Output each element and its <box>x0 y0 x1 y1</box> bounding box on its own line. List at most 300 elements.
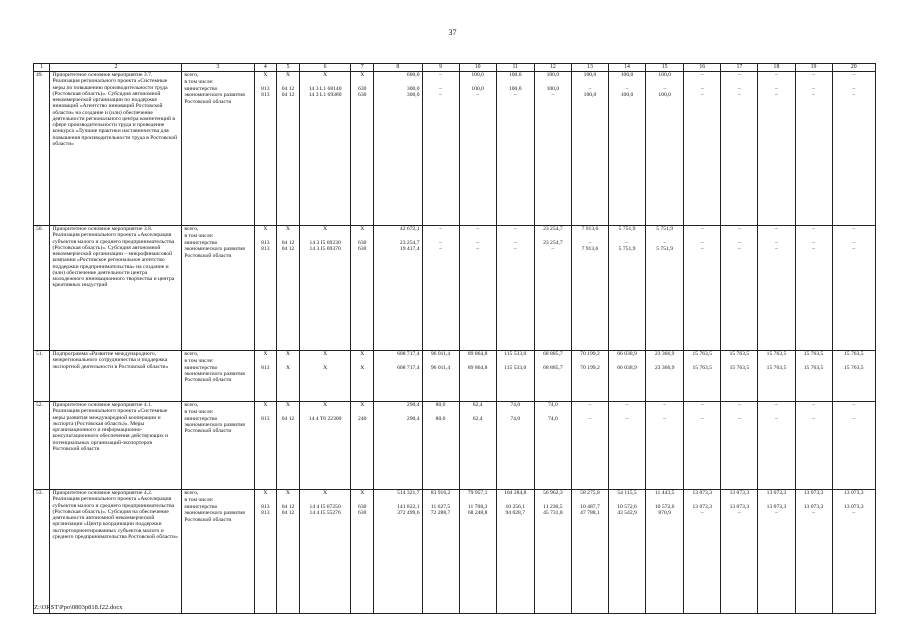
amount-value: 62,4 <box>472 415 483 422</box>
executor: всего, <box>184 402 199 408</box>
amount-value: 300,0 <box>406 92 420 99</box>
amount-value: 62,4 <box>472 402 483 408</box>
amount-value: 23 254,7 <box>543 239 563 246</box>
amount-value: 372 499,6 <box>397 510 420 517</box>
amount-value: 141 822,1 <box>397 503 420 510</box>
amount-value: 23 254,7 <box>543 226 563 232</box>
amount-value: 15 763,5 <box>692 351 713 357</box>
amount-value: 600,0 <box>406 72 420 78</box>
amount-value: – <box>513 246 517 253</box>
amount-value: 100,0 <box>508 85 522 92</box>
target-article: 14 3 I5 69370 <box>309 246 341 253</box>
row-number: 50. <box>34 226 50 351</box>
amount-cell <box>534 490 571 614</box>
amount-value: 15 763,5 <box>729 351 750 357</box>
table-row <box>34 490 876 614</box>
amount-value <box>499 358 532 365</box>
amount-value: 23 254,7 <box>399 239 420 246</box>
column-number: 20 <box>832 64 875 72</box>
grbs-code: 813 <box>261 503 270 510</box>
amount-value <box>686 358 718 365</box>
grbs-code: X <box>263 226 268 232</box>
amount-cell <box>795 226 832 351</box>
executor-cell <box>182 226 254 351</box>
amount-value: 56 962,3 <box>543 490 563 496</box>
amount-cell <box>374 402 422 490</box>
amount-value: 94 028,7 <box>505 510 526 517</box>
executor: экономического развития Ростовской области <box>184 92 245 105</box>
amount-value <box>462 358 494 365</box>
column-number: 17 <box>721 64 758 72</box>
amount-value: 66 038,9 <box>617 351 637 357</box>
amount-value <box>611 358 643 365</box>
amount-value: 15 763,5 <box>692 364 713 371</box>
amount-value: – <box>737 92 741 99</box>
grbs-code-cell <box>254 351 277 402</box>
amount-value <box>798 79 830 86</box>
amount-value <box>376 79 419 86</box>
column-number: 8 <box>374 64 422 72</box>
executor: министерство <box>184 503 218 510</box>
amount-value: 74,0 <box>547 402 558 408</box>
expense-type-cell <box>351 226 374 351</box>
amount-value: 70 199,2 <box>580 351 600 357</box>
amount-cell <box>374 490 422 614</box>
section-code-cell <box>277 402 300 490</box>
amount-value: 13 073,3 <box>844 490 864 496</box>
amount-value: 115 533,0 <box>504 364 527 371</box>
section-code: 04 12 <box>281 92 295 99</box>
column-number: 2 <box>50 64 182 72</box>
executor: всего, <box>184 72 199 78</box>
amount-value <box>425 409 457 416</box>
amount-cell <box>422 490 459 614</box>
amount-cell <box>795 351 832 402</box>
target-article <box>302 79 349 86</box>
amount-cell <box>721 226 758 351</box>
amount-value <box>425 358 457 365</box>
amount-value <box>760 233 792 240</box>
target-article: 14 4 T6 22300 <box>308 415 342 422</box>
amount-value: – <box>737 510 741 517</box>
expense-type <box>353 233 371 240</box>
section-code <box>279 79 297 86</box>
amount-cell <box>534 72 571 226</box>
amount-value: – <box>775 239 778 246</box>
amount-value: – <box>775 246 778 253</box>
grbs-code: 813 <box>261 510 270 517</box>
amount-value: 96 011,4 <box>430 351 451 357</box>
target-article-cell <box>299 351 351 402</box>
executor: экономического развития Ростовской области <box>184 246 245 259</box>
amount-value: – <box>588 415 592 422</box>
amount-cell <box>609 351 646 402</box>
executor: всего, <box>184 226 199 232</box>
grbs-code: X <box>263 490 268 496</box>
target-article <box>302 409 349 416</box>
measure-description <box>50 402 182 490</box>
amount-value: 100,0 <box>620 72 634 78</box>
amount-value <box>611 79 643 86</box>
target-article: X <box>323 351 328 357</box>
amount-value: – <box>852 92 856 99</box>
section-code <box>279 497 297 504</box>
executor: всего, <box>184 490 199 496</box>
amount-value <box>835 409 873 416</box>
amount-value: – <box>812 85 815 92</box>
amount-value: 43 542,9 <box>617 510 637 517</box>
grbs-code: 813 <box>261 415 270 422</box>
amount-value: – <box>812 226 815 232</box>
amount-value: 13 073,3 <box>766 490 787 496</box>
amount-cell <box>795 402 832 490</box>
column-number: 16 <box>684 64 721 72</box>
amount-value <box>574 497 606 504</box>
column-number: 4 <box>254 64 277 72</box>
amount-value: 5 751,9 <box>618 246 636 253</box>
amount-value <box>648 409 681 416</box>
target-article: X <box>323 72 328 78</box>
expense-type-cell <box>351 402 374 490</box>
executor: в том числе: <box>184 496 214 503</box>
amount-value <box>723 409 755 416</box>
section-code-cell <box>277 72 300 226</box>
column-number: 12 <box>534 64 571 72</box>
amount-value: 100,0 <box>658 72 671 78</box>
amount-value: – <box>812 510 815 517</box>
amount-value: – <box>625 402 629 408</box>
amount-value: 96 011,4 <box>430 364 451 371</box>
amount-cell <box>684 490 721 614</box>
expense-type: 240 <box>358 415 367 422</box>
section-code-cell <box>277 490 300 614</box>
amount-value: – <box>737 226 741 232</box>
amount-value <box>611 409 643 416</box>
column-number-row <box>34 64 876 72</box>
amount-value: 80,0 <box>435 415 446 422</box>
amount-value <box>723 79 755 86</box>
amount-value <box>760 79 792 86</box>
target-article: X <box>323 402 328 408</box>
amount-value: – <box>737 85 741 92</box>
section-code-cell <box>277 226 300 351</box>
description-text: Приоритетное основное мероприятие 3.8. Реализация регионального проекта «Акселерация субъектов малого и среднего предпринимательства (Ростовская область)». Субсидия автономной некоммерческой организации – микрофинансовой компании «Ростовское региональное агентство поддержки предпринимательства» на создание и (или) обеспечение деятельности центра молодежного инновационного творчества и центра креативных индустрий <box>52 226 175 289</box>
target-article: X <box>323 364 328 371</box>
amount-value: – <box>700 246 704 253</box>
amount-value: 11 443,5 <box>654 490 675 496</box>
measure-description <box>50 226 182 351</box>
target-article-cell <box>299 226 351 351</box>
target-article: X <box>323 226 328 232</box>
amount-value: – <box>775 510 778 517</box>
amount-value: 100,0 <box>508 72 522 78</box>
amount-value: – <box>588 85 592 92</box>
expense-type-cell <box>351 351 374 402</box>
column-number: 7 <box>351 64 374 72</box>
amount-cell <box>721 72 758 226</box>
amount-value <box>648 358 681 365</box>
amount-value: 58 275,8 <box>580 490 600 496</box>
amount-cell <box>422 402 459 490</box>
amount-value: – <box>852 226 856 232</box>
executor: экономического развития Ростовской области <box>184 510 245 523</box>
amount-value: – <box>700 510 704 517</box>
amount-value <box>835 233 873 240</box>
row-number: 49. <box>34 72 50 226</box>
amount-cell <box>534 402 571 490</box>
amount-value: 5 751,9 <box>656 246 674 253</box>
amount-cell <box>646 490 684 614</box>
amount-cell <box>832 402 875 490</box>
section-code <box>279 233 297 240</box>
amount-value <box>760 358 792 365</box>
amount-value <box>574 358 606 365</box>
target-article: 14 3 L1 69380 <box>308 92 342 99</box>
executor-cell <box>182 490 254 614</box>
amount-value <box>537 358 569 365</box>
column-number: 18 <box>758 64 795 72</box>
section-code <box>279 409 297 416</box>
section-code <box>279 358 297 365</box>
amount-value: 89 864,8 <box>467 351 488 357</box>
amount-value: 10 572,6 <box>654 503 675 510</box>
amount-value: 290,4 <box>406 415 420 422</box>
amount-value <box>723 358 755 365</box>
amount-cell <box>374 72 422 226</box>
grbs-code-cell <box>254 490 277 614</box>
amount-value: 83 916,2 <box>430 490 451 496</box>
amount-value: – <box>852 510 856 517</box>
amount-value <box>462 79 494 86</box>
amount-value: 100,0 <box>546 72 560 78</box>
amount-value: – <box>852 85 856 92</box>
amount-value <box>648 79 681 86</box>
amount-value <box>798 233 830 240</box>
amount-value: 100,0 <box>583 92 597 99</box>
amount-value: 19 417,4 <box>399 246 420 253</box>
executor: министерство экономического развития Ростовской области <box>184 364 245 384</box>
amount-value <box>462 497 494 504</box>
amount-value: 7 913,6 <box>581 226 599 232</box>
amount-value: 115 533,0 <box>504 351 527 357</box>
section-code: X <box>286 226 291 232</box>
amount-cell <box>832 490 875 614</box>
amount-cell <box>609 402 646 490</box>
amount-value: – <box>775 85 778 92</box>
amount-value: – <box>439 72 442 78</box>
amount-value: 13 073,3 <box>692 490 713 496</box>
amount-value: – <box>551 246 555 253</box>
amount-value: 13 073,3 <box>692 503 713 510</box>
amount-value: – <box>812 92 815 99</box>
amount-cell <box>496 490 534 614</box>
table-row <box>34 226 876 351</box>
expense-type <box>353 79 371 86</box>
amount-value <box>686 233 718 240</box>
amount-value: 290,4 <box>406 402 420 408</box>
table-row <box>34 402 876 490</box>
amount-cell <box>646 402 684 490</box>
amount-value: 13 073,3 <box>729 490 750 496</box>
amount-value: 100,0 <box>620 92 634 99</box>
amount-value: 100,0 <box>658 92 671 99</box>
amount-value <box>835 358 873 365</box>
amount-value: – <box>588 239 592 246</box>
amount-cell <box>684 351 721 402</box>
column-number: 19 <box>795 64 832 72</box>
amount-value: 608 717,4 <box>397 364 420 371</box>
amount-value: 15 763,5 <box>729 364 750 371</box>
amount-value: – <box>852 246 856 253</box>
amount-value <box>376 233 419 240</box>
executor-cell <box>182 402 254 490</box>
amount-cell <box>571 402 608 490</box>
executor: в том числе: <box>184 357 214 364</box>
target-article-cell <box>299 490 351 614</box>
amount-value: 70 199,2 <box>580 364 600 371</box>
target-article: X <box>323 490 328 496</box>
grbs-code: 813 <box>261 246 270 253</box>
amount-value: 13 073,3 <box>803 503 824 510</box>
expense-type: 630 <box>358 92 367 99</box>
amount-value: 10 256,1 <box>505 503 526 510</box>
section-code: 04 12 <box>281 246 295 253</box>
amount-cell <box>684 226 721 351</box>
amount-cell <box>422 351 459 402</box>
amount-value <box>537 79 569 86</box>
description-text: Подпрограмма «Развитие международного, межрегионального сотрудничества и поддержка экспортной деятельности в Ростовской области» <box>52 351 169 370</box>
amount-cell <box>422 72 459 226</box>
target-article-cell <box>299 72 351 226</box>
amount-cell <box>832 351 875 402</box>
amount-value: 15 763,5 <box>803 351 824 357</box>
grbs-code: 813 <box>261 85 270 92</box>
amount-cell <box>496 72 534 226</box>
amount-value: – <box>812 72 815 78</box>
amount-value: 13 073,3 <box>844 503 864 510</box>
amount-value: 47 788,1 <box>580 510 600 517</box>
amount-value <box>686 79 718 86</box>
grbs-code-cell <box>254 72 277 226</box>
column-number: 11 <box>496 64 534 72</box>
row-number: 52. <box>34 402 50 490</box>
target-article: 14 3 L1 68140 <box>308 85 342 92</box>
amount-value: 15 763,5 <box>766 351 787 357</box>
executor: всего, <box>184 351 199 357</box>
measure-description <box>50 72 182 226</box>
grbs-code-cell <box>254 402 277 490</box>
amount-value: 10 487,7 <box>580 503 600 510</box>
amount-value: 10 572,6 <box>617 503 637 510</box>
expense-type: X <box>360 402 365 408</box>
amount-cell <box>571 351 608 402</box>
grbs-code: X <box>263 72 268 78</box>
amount-cell <box>496 351 534 402</box>
amount-value <box>574 79 606 86</box>
amount-value: 104 284,8 <box>504 490 527 496</box>
amount-value: – <box>439 239 442 246</box>
section-code-cell <box>277 351 300 402</box>
amount-value: 870,9 <box>658 510 671 517</box>
executor: министерство экономического развития Ростовской области <box>184 415 245 435</box>
column-number: 3 <box>182 64 254 72</box>
amount-value: – <box>775 415 778 422</box>
amount-value: 7 913,6 <box>581 246 599 253</box>
grbs-code-cell <box>254 226 277 351</box>
amount-value <box>499 79 532 86</box>
amount-value <box>462 409 494 416</box>
amount-value <box>537 233 569 240</box>
executor: в том числе: <box>184 78 214 85</box>
amount-cell <box>758 72 795 226</box>
amount-value <box>611 497 643 504</box>
expense-type <box>353 497 371 504</box>
amount-value: 54 115,5 <box>617 490 637 496</box>
amount-value: 300,0 <box>406 85 420 92</box>
amount-value: – <box>513 239 517 246</box>
section-code: X <box>286 490 291 496</box>
amount-value: 15 763,5 <box>766 364 787 371</box>
column-number: 14 <box>609 64 646 72</box>
section-code: 04 12 <box>281 503 295 510</box>
section-code: X <box>286 72 291 78</box>
amount-value <box>798 409 830 416</box>
amount-value: – <box>476 246 480 253</box>
amount-value: 514 321,7 <box>397 490 420 496</box>
amount-value: – <box>476 226 480 232</box>
amount-value <box>537 497 569 504</box>
table-row <box>34 72 876 226</box>
amount-value: – <box>663 85 667 92</box>
column-number: 9 <box>422 64 459 72</box>
amount-cell <box>609 490 646 614</box>
amount-value <box>574 233 606 240</box>
section-code: 04 12 <box>281 239 295 246</box>
amount-value: – <box>775 72 778 78</box>
grbs-code <box>257 79 275 86</box>
amount-value: – <box>700 92 704 99</box>
amount-value <box>686 497 718 504</box>
expense-type: X <box>360 226 365 232</box>
expense-type: X <box>360 72 365 78</box>
section-code: 04 12 <box>281 85 295 92</box>
expense-type: X <box>360 490 365 496</box>
amount-cell <box>721 351 758 402</box>
amount-value: 11 627,5 <box>430 503 451 510</box>
amount-cell <box>534 226 571 351</box>
section-code: X <box>286 402 291 408</box>
grbs-code: 813 <box>261 364 270 371</box>
expense-type: 630 <box>358 239 367 246</box>
amount-value: – <box>812 246 815 253</box>
column-number: 6 <box>299 64 351 72</box>
amount-value: 23 366,9 <box>654 364 675 371</box>
executor: в том числе: <box>184 408 214 415</box>
amount-value <box>376 409 419 416</box>
amount-value: – <box>700 239 704 246</box>
amount-value: 15 763,5 <box>803 364 824 371</box>
amount-value: – <box>775 92 778 99</box>
amount-cell <box>758 226 795 351</box>
amount-value: – <box>625 415 629 422</box>
section-code: X <box>286 351 291 357</box>
amount-value: – <box>700 85 704 92</box>
amount-value <box>499 233 532 240</box>
amount-value: – <box>775 226 778 232</box>
amount-value <box>499 497 532 504</box>
executor: в том числе: <box>184 232 214 239</box>
amount-cell <box>571 226 608 351</box>
